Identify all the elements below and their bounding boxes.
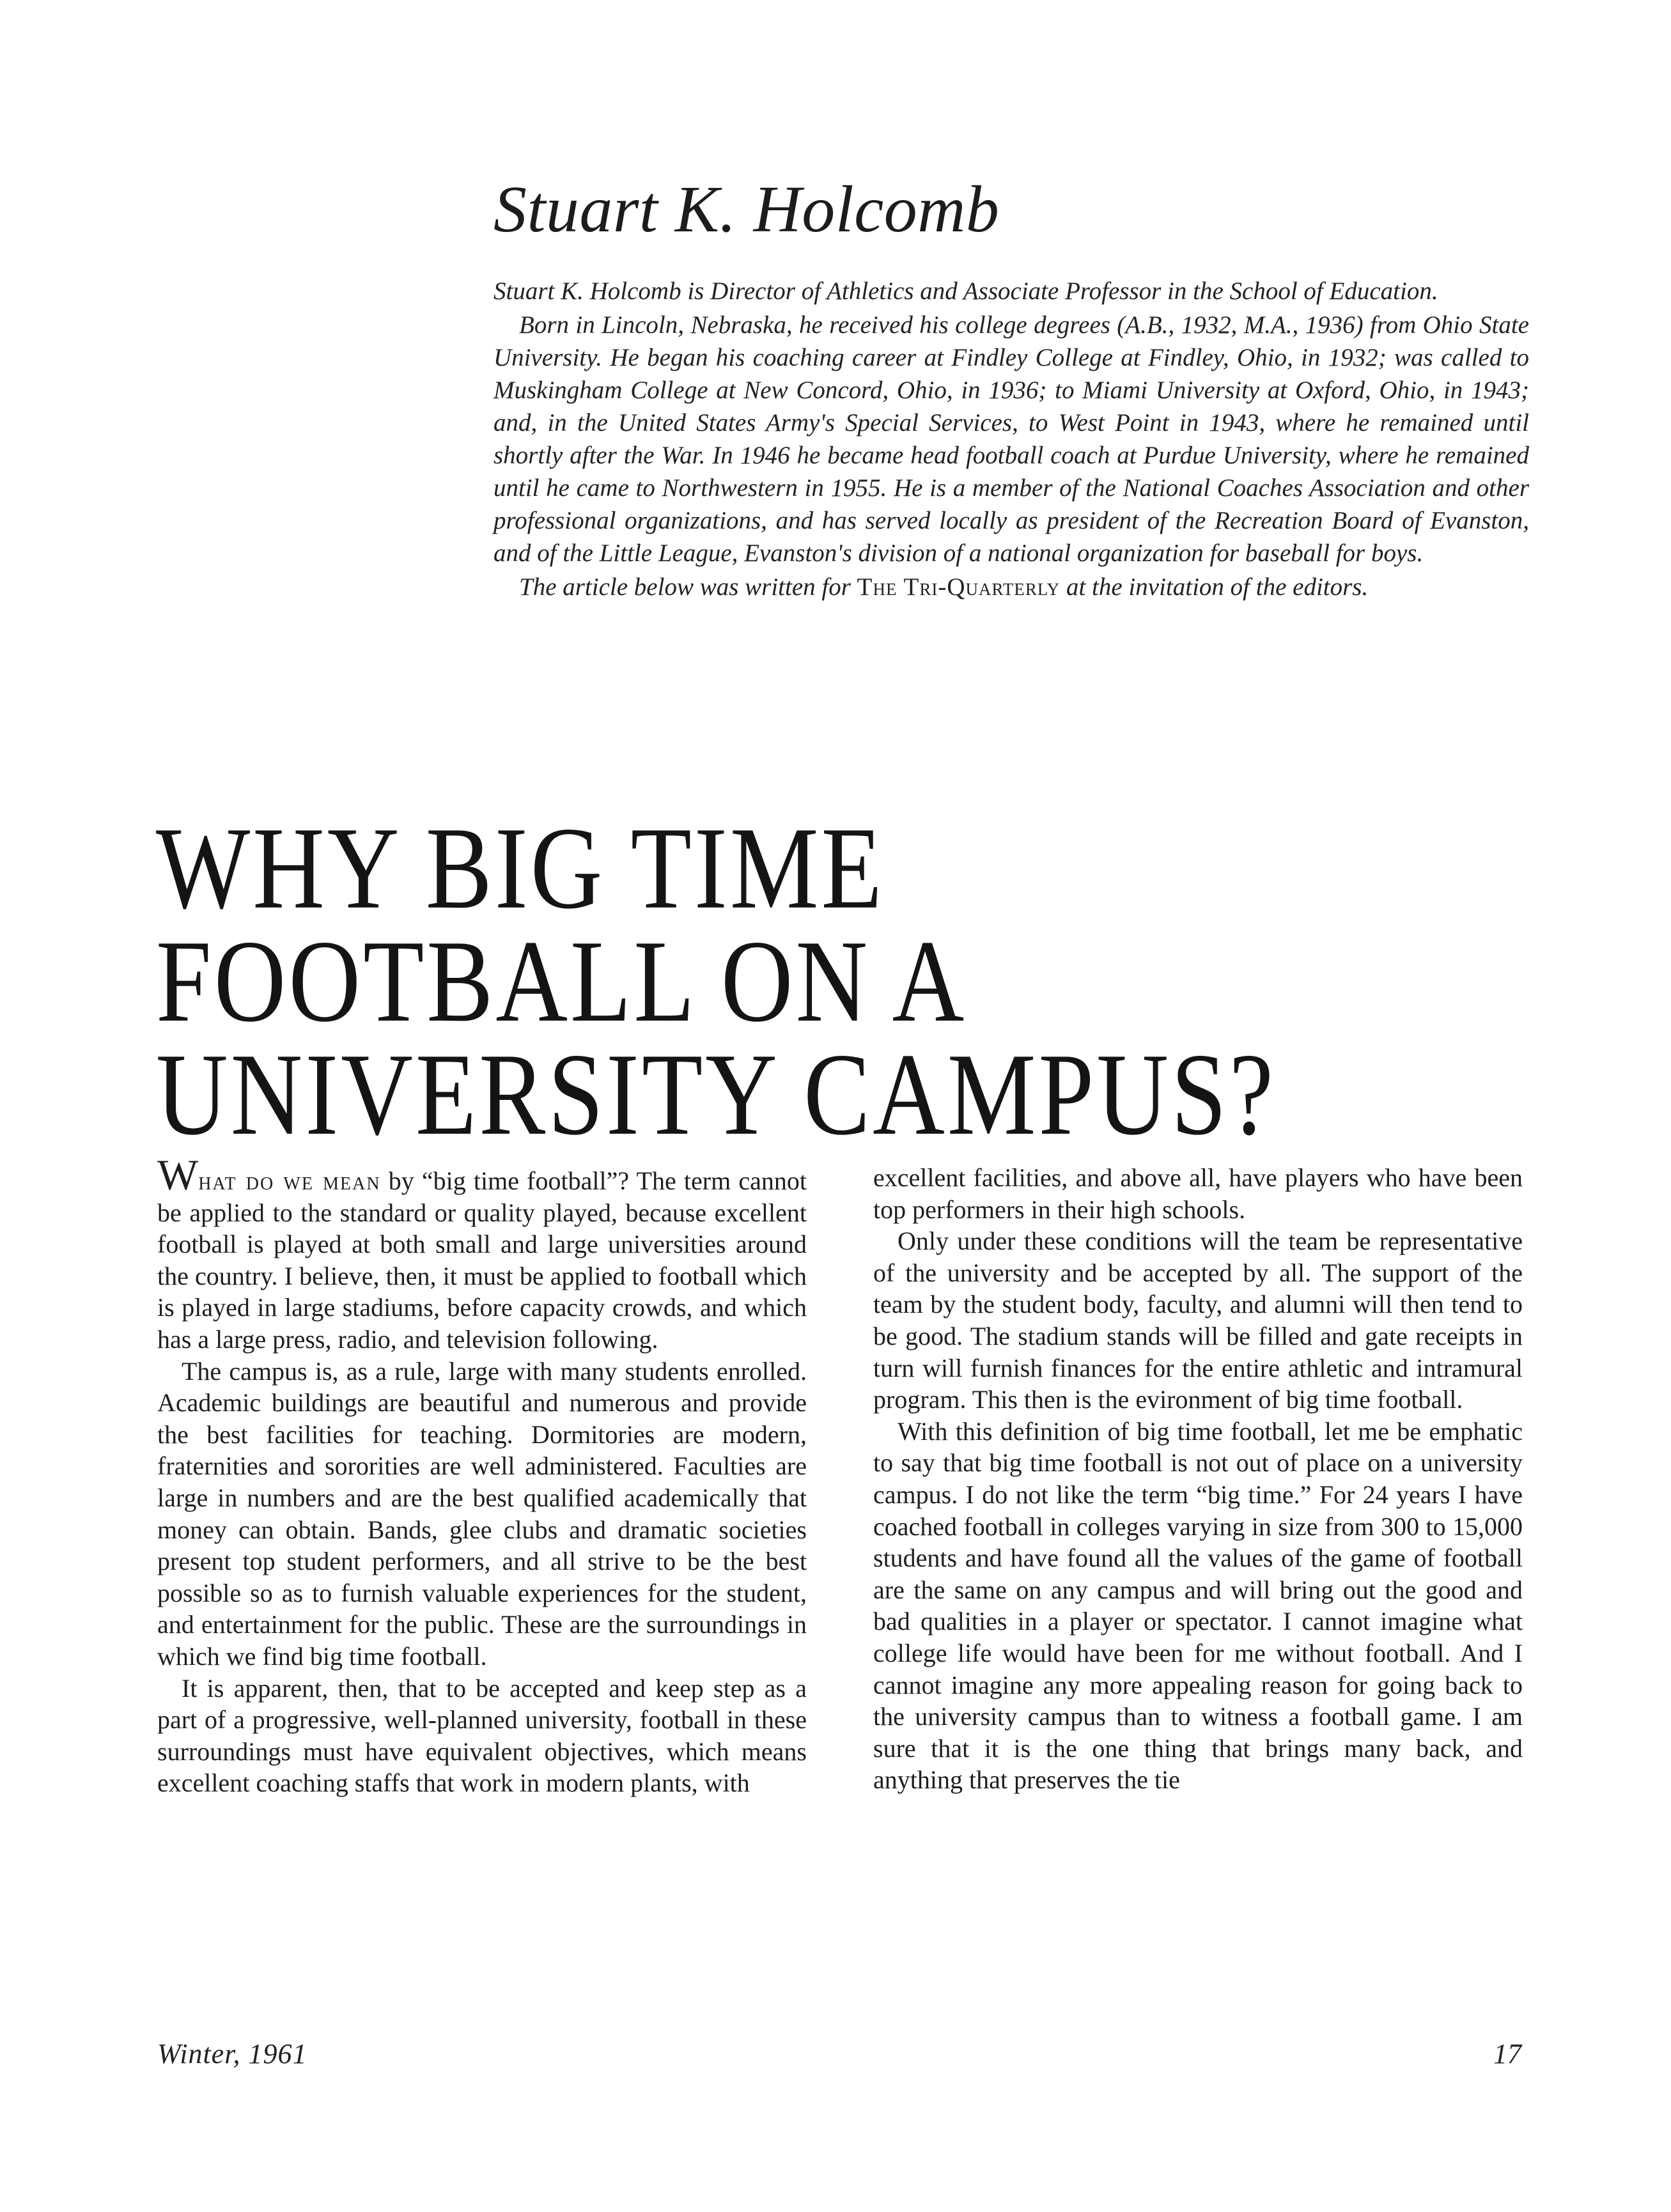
footer-issue-date: Winter, 1961 [157, 2038, 307, 2069]
publication-name: The Tri-Quarterly [857, 573, 1061, 601]
author-name: Stuart K. Holcomb [494, 173, 1000, 246]
bio-paragraph: Stuart K. Holcomb is Director of Athletics and Associate Professor in the School of Education. [494, 277, 1438, 305]
headline-line: FOOTBALL ON A [156, 915, 967, 1046]
editor-note-text: at the invitation of the editors. [1066, 573, 1369, 601]
drop-cap: W [157, 1150, 199, 1199]
article-paragraph: Only under these conditions will the team be representative of the university and be accepted by all. The support of the team by the student body, faculty, and alumni will then tend to be good. The stadium stands will be filled and gate receipts in turn will furnish finances for the entire athletic and intramural program. This then is the evironment of big time football. [873, 1226, 1523, 1414]
article-paragraph: With this definition of big time football, let me be emphatic to say that big time football is not out of place on a university campus. I do not like the term “big time.” For 24 years I have coached football in colleges varying in size from 300 to 15,000 students and have found all the values of the game of football are the same on any campus and will bring out the good and bad qualities in a player or spectator. I cannot imagine what college life would have been for me without football. And I cannot imagine any more appealing reason for going back to the university campus than to witness a football game. I am sure that it is the one thing that brings many back, and anything that preserves the tie [873, 1416, 1523, 1795]
article-paragraph [157, 1150, 807, 1356]
author-bio [494, 275, 1529, 603]
article-paragraph: It is apparent, then, that to be accepted and keep step as a part of a progressive, well-planned university, football in these surroundings must have equivalent objectives, which means excellent coaching staffs that work in modern plants, with [157, 1673, 807, 1798]
article-headline [156, 802, 1562, 1159]
author-block [494, 171, 1529, 605]
bio-editor-note [494, 571, 1529, 603]
page-number: 17 [1493, 2038, 1521, 2069]
headline-line: UNIVERSITY CAMPUS? [156, 1028, 1276, 1159]
article-paragraph: excellent facilities, and above all, have players who have been top performers in their high schools. [873, 1163, 1523, 1224]
headline-line: WHY BIG TIME [156, 802, 885, 933]
lead-in-caps: hat do we mean [198, 1166, 381, 1195]
editor-note-text: The article below was written for [519, 573, 851, 601]
article-column-right [873, 1162, 1523, 1796]
article-column-left [157, 1150, 807, 1799]
article-paragraph: The campus is, as a rule, large with many students enrolled. Academic buildings are beautiful and numerous and provide the best facilities for teaching. Dormitories are modern, fraternities and sororities are well administered. Faculties are large in numbers and are the best qualified academically that money can obtain. Bands, glee clubs and dramatic societies present top student performers, and all strive to be the best possible so as to furnish valuable experiences for the student, and entertainment for the public. These are the surroundings in which we find big time football. [157, 1356, 807, 1671]
bio-paragraph: Born in Lincoln, Nebraska, he received his college degrees (A.B., 1932, M.A., 1936) from Ohio State University. He began his coaching career at Findley College at Findley, Ohio, in 1932; was called to Muskingham College at New Concord, Ohio, in 1936; to Miami University at Oxford, Ohio, in 1943; and, in the United States Army's Special Services, to West Point in 1943, where he remained until shortly after the War. In 1946 he became head football coach at Purdue University, where he remained until he came to Northwestern in 1955. He is a member of the National Coaches Association and other professional organizations, and has served locally as president of the Recreation Board of Evanston, and of the Little League, Evanston's division of a national organization for baseball for boys. [494, 311, 1529, 567]
paragraph-text: by “big time football”? The term cannot be applied to the standard or quality played, because excellent football is played at both small and large universities around the country. I believe, then, it must be applied to football which is played in large stadiums, before capacity crowds, and which has a large press, radio, and television following. [157, 1166, 807, 1354]
